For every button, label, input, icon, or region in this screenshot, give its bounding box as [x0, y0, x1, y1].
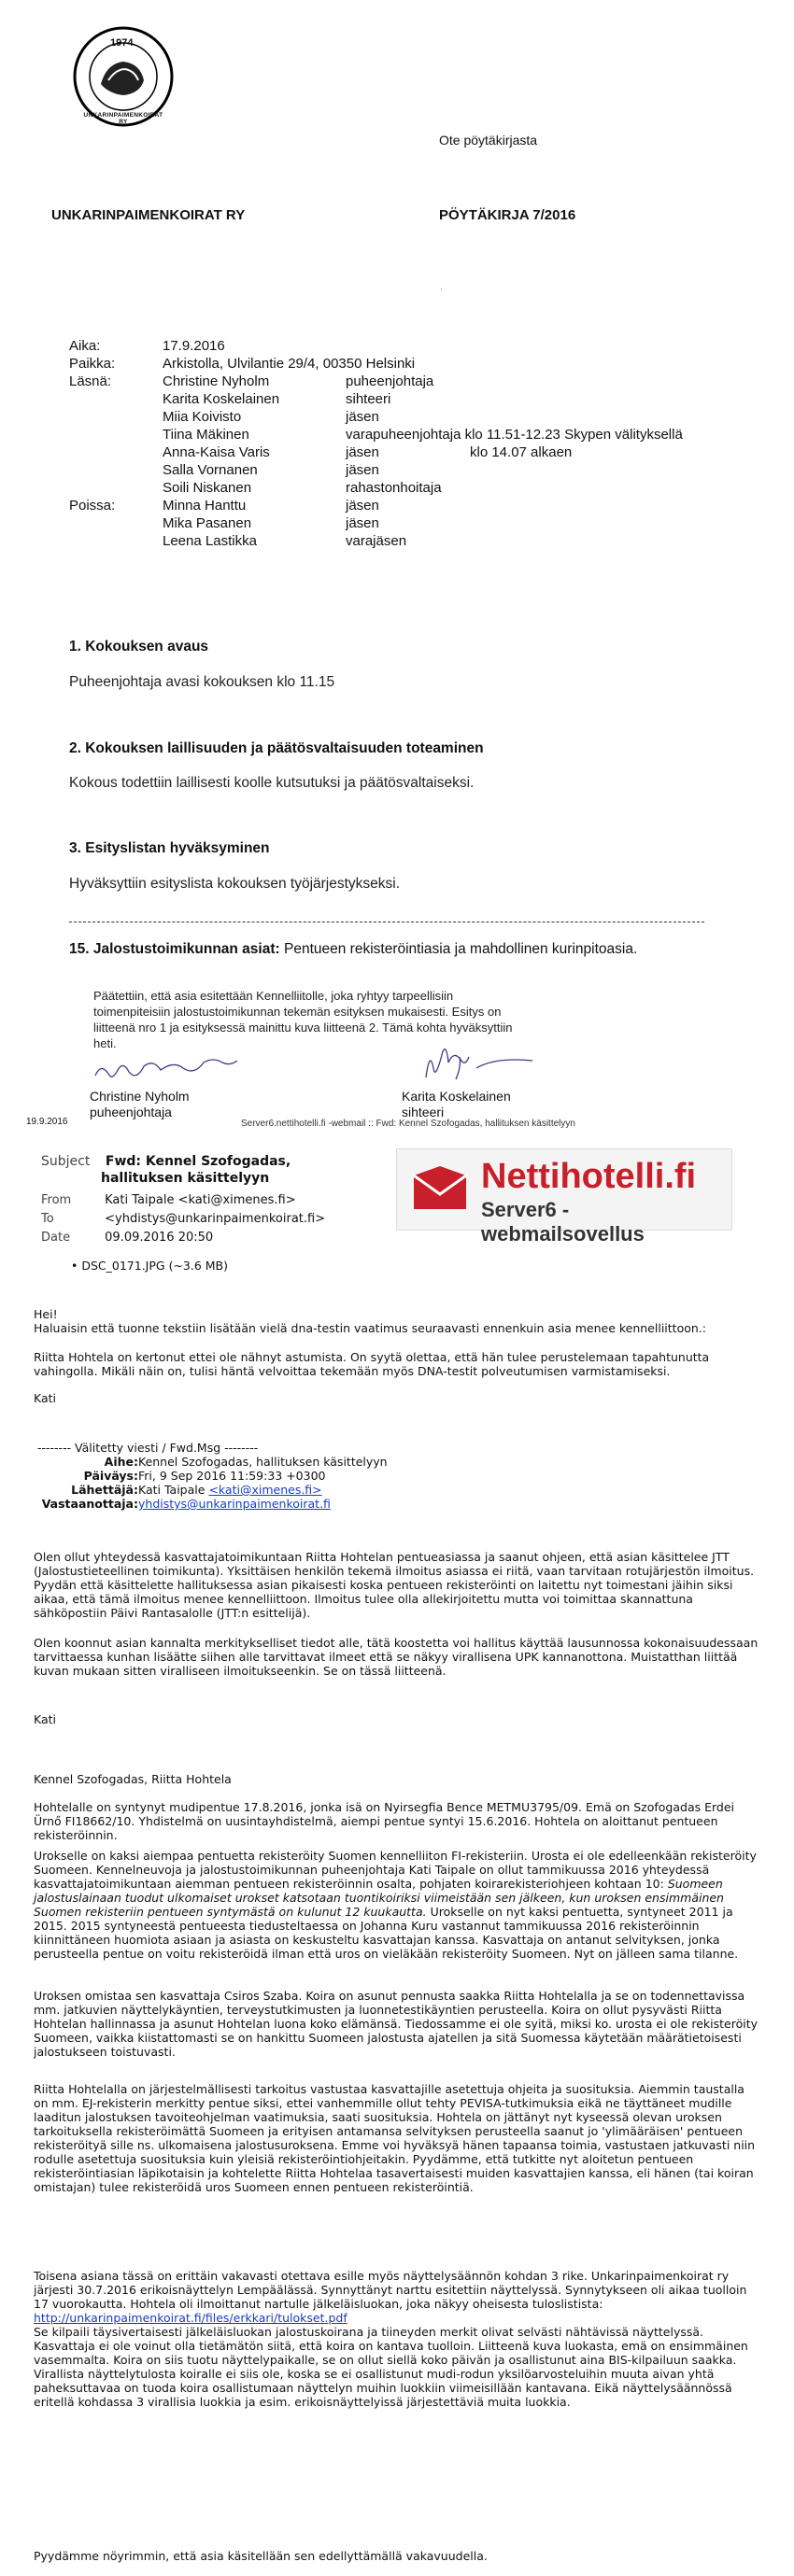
signature-secretary	[402, 1040, 542, 1120]
email-paragraph-7: Uroksen omistaa sen kasvattaja Csiros Szaba. Koira on asunut pennusta saakka Riitta Hohtelalla ja se on todennettavissa mm. jatkuvien näyttelykäyntien, terveystutkimusten ja luonnetestikäyntien perusteella. Koira on ollut pysyvästi Riitta Hohtelan hallinnassa ja asunut Hohtelan luona koko elämänsä. Tiedossamme ei ole syitä, miksi ko. urosta ei ole rekisteröity Suomeen, vaikka kiistattomasti se on hankittu Suomeen jalostusta ajatellen ja sitä Suomessa käytetään määrätietoisesti jalostukseen toistuvasti.	[34, 1989, 758, 2059]
email-paragraph-3: Olen ollut yhteydessä kasvattajatoimikuntaan Riitta Hohtelan pentueasiassa ja saanut ohjeen, että asian käsittelee JTT (Jalostustieteellinen toimikunta). Yksittäisen henkilön tekemä ilmoitus asiassa ei riitä, vaan tarvitaan rotujärjestön ilmoitus. Pyydän että käsittelette hallituksessa asian pikaisesti koska pentueen rekisteröinti on laitettu nyt toimestani jäihin siksi aikaa, että tämä ilmoitus menee kennelliittoon. Ilmoitus tulee olla allekirjoitettu mutta voi toimittaa skannattuna sähköpostiin Päivi Rantasalolle (JTT:n esittelijä).	[34, 1550, 755, 1620]
section-15-subtitle: Pentueen rekisteröintiasia ja mahdollinen kurinpitoasia.	[284, 941, 638, 957]
email-paragraph-5: Hohtelalle on syntynyt mudipentue 17.8.2016, jonka isä on Nyirsegfia Bence METMU3795/09. Emä on Szofogadas Erdei Ürnő FI18662/10. Yhdistelmä on uusintayhdistelmä, aiempi pentue syntyi 15.6.2016. Hohtela on aloittanut pentueen rekisteröinnin.	[34, 1800, 735, 1842]
fwd-from-name: Kati Taipale	[138, 1483, 206, 1497]
fwd-to-row	[0, 1497, 331, 1511]
section-2-title: 2. Kokouksen laillisuuden ja päätösvaltaisuuden toteaminen	[69, 740, 484, 756]
paragraph-6-continued: Urokselle on nyt kaksi pentuetta, syntyneet 2011 ja 2015. 2015 syntyneestä pentueesta tiedusteltaessa on Johanna Kuru vastannut tammikuussa 2016 rekisteröinnin kiinnittäneen huomiota asiaan ja asiasta on keskusteltu kasvattajan kanssa. Kasvattaja on antanut selvityksen, jonka perusteella pentue on voitu rekisteröidä ilman että uros on vieläkään rekisteröity Suomeen. Nyt on jälleen sama tilanne.	[34, 1905, 739, 1961]
fwd-date-label: Päiväys:	[83, 1469, 138, 1483]
attendee-role: sihteeri	[346, 391, 391, 407]
email-subject-line1: Fwd: Kennel Szofogadas,	[105, 1154, 291, 1169]
absentee-role: jäsen	[346, 515, 379, 531]
document-excerpt-label: Ote pöytäkirjasta	[439, 133, 538, 148]
bullet-icon: •	[71, 1259, 82, 1273]
association-logo	[73, 26, 174, 127]
email-to: <yhdistys@unkarinpaimenkoirat.fi>	[105, 1212, 326, 1226]
absentee-name: Mika Pasanen	[163, 515, 252, 531]
attachment-item[interactable]	[71, 1259, 228, 1273]
email-paragraph-9	[34, 2269, 762, 2409]
fwd-from-email-link[interactable]: <kati@ximenes.fi>	[208, 1483, 322, 1497]
signatory-name: Christine Nyholm	[90, 1089, 190, 1104]
attendee-name: Tiina Mäkinen	[163, 427, 249, 443]
email-paragraph-8: Riitta Hohtelalla on järjestelmällisesti tarkoitus vastustaa kasvattajille asetettuja ohjeita ja suosituksia. Aiemmin taustalla on mm. EJ-rekisterin merkitty pentue siksi, ettei vanhemmille ollut tehty PEVISA-tutkimuksia eikä ne täyttäneet mudille laaditun jalostuksen tavoiteohjelman vaatimuksia, saati suosituksia. Hohtela on jättänyt nyt kyseessä olevan uroksen tarkoituksella rekisteröimättä Suomeen ja erityisen antamansa selvityksen perusteella saanut jo 'ylimääräisen' pentueen rekisteröityä sille ns. ulkomaisena jalostusuroksena. Emme voi hyväksyä hänen tapaansa toimia, vastustaen jatkuvasti niin rodulle asetettuja suosituksia kuin yleisiä rekisteröintiohjeitakin. Pyydämme, että tutkitte nyt aloitetun pentueen rekisteröintiasian läpikotaisin ja kohtelette Riitta Hohtelaa tasavertaisesti muiden kasvattajien kanssa, eli hänen (tai koiran omistajan) tulee rekisteröidä uros Suomeen ennen pentueen rekisteröintiä.	[34, 2082, 756, 2194]
attendee-role: jäsen	[346, 462, 379, 478]
print-date: 19.9.2016	[26, 1117, 68, 1127]
date-label: Date	[41, 1231, 71, 1245]
attendee-role: puheenjohtaja	[346, 373, 434, 389]
email-subject-row	[41, 1154, 291, 1169]
email-date: 09.09.2016 20:50	[105, 1231, 214, 1245]
email-signature-2: Kati	[34, 1712, 57, 1726]
section-15-body: Päätettiin, että asia esitettään Kennelliitolle, joka ryhtyy tarpeellisiin toimenpiteisiin jalostustoimikunnan tekemän esityksen mukaisesti. Esitys on liitteenä nro 1 ja esityksessä mainittu kuva liitteenä 2. Tämä kohta hyväksyttiin heti.	[93, 989, 513, 1050]
absentee-role: jäsen	[346, 498, 379, 514]
attendee-role: rahastonhoitaja	[346, 480, 442, 496]
email-subject-line2: hallituksen käsittelyyn	[101, 1171, 270, 1186]
absentee-name: Minna Hanttu	[163, 498, 247, 514]
fwd-to-email-link[interactable]: yhdistys@unkarinpaimenkoirat.fi	[138, 1497, 331, 1511]
attendee-role: jäsen	[346, 409, 379, 425]
fwd-subject: Kennel Szofogadas, hallituksen käsittelyyn	[138, 1455, 388, 1469]
signatory-name: Karita Koskelainen	[402, 1089, 511, 1104]
email-paragraph-2: Riitta Hohtela on kertonut ettei ole nähnyt astumista. On syytä olettaa, että hän tulee perustelemaan tapahtunutta vahingolla. Mikäli näin on, tulisi häntä velvoittaa tekemään myös DNA-testit polveutumisen varmistamiseksi.	[34, 1350, 710, 1378]
email-date-row	[41, 1231, 213, 1245]
print-header: Server6.nettihotelli.fi -webmail :: Fwd: Kennel Szofogadas, hallituksen käsittelyyn	[241, 1119, 575, 1129]
absentee-name: Leena Lastikka	[163, 533, 257, 549]
fwd-to-label: Vastaanottaja:	[41, 1497, 138, 1511]
attendee-name: Soili Niskanen	[163, 480, 252, 496]
email-from-row	[41, 1193, 296, 1207]
paragraph-6-intro: Urokselle on kaksi aiempaa pentuetta rekisteröity Suomen kennelliiton FI-rekisteriin. Urosta ei ole edelleenkään rekisteröity Suomeen. Kennelneuvoja ja jalostustoimikunnan puheenjohtaja Kati Taipale on ollut tammikuussa 2016 yhteydessä kasvattajatoimikuntaan aiemman pentueen rekisteröinnin osalta, pohjaten koirarekisteriohjeen kohtaan 10:	[34, 1849, 757, 1891]
from-label: From	[41, 1193, 72, 1207]
meeting-place: Arkistolla, Ulvilantie 29/4, 00350 Helsinki	[163, 356, 416, 372]
section-3-title: 3. Esityslistan hyväksyminen	[69, 840, 270, 856]
stray-dot: .	[440, 282, 443, 292]
attendee-name: Miia Koivisto	[163, 409, 242, 425]
handwritten-signature-icon	[402, 1040, 542, 1089]
attendee-note: klo 14.07 alkaen	[470, 444, 573, 460]
meeting-date: 17.9.2016	[163, 338, 225, 354]
attendee-name: Anna-Kaisa Varis	[163, 444, 270, 460]
attendee-name: Karita Koskelainen	[163, 391, 280, 407]
absentee-role: varajäsen	[346, 533, 407, 549]
section-2-body: Kokous todettiin laillisesti koolle kutsutuksi ja päätösvaltaiseksi.	[69, 775, 475, 791]
organization-name: UNKARINPAIMENKOIRAT RY	[51, 207, 246, 223]
attendee-role: jäsen	[346, 444, 379, 460]
time-label: Aika:	[69, 338, 101, 354]
fwd-date: Fri, 9 Sep 2016 11:59:33 +0300	[138, 1469, 326, 1483]
signatory-role: sihteeri	[402, 1105, 445, 1119]
section-15-title: 15. Jalostustoimikunnan asiat:	[69, 941, 280, 957]
fwd-from-row	[0, 1483, 322, 1497]
email-signature: Kati	[34, 1391, 57, 1405]
email-to-row	[41, 1212, 325, 1226]
attachment-name: DSC_0171.JPG (~3.6 MB)	[81, 1259, 229, 1273]
attendee-name: Salla Vornanen	[163, 462, 258, 478]
section-1-title: 1. Kokouksen avaus	[69, 639, 209, 655]
minutes-number: PÖYTÄKIRJA 7/2016	[439, 207, 576, 223]
to-label: To	[41, 1212, 54, 1226]
paragraph-6-quote: Suomeen jalostuslainaan tuodut ulkomaiset urokset katsotaan tuontikoiriksi viimeistään sen jälkeen, kun uroksen ensimmäinen Suomen rekisteriin pentueen syntymästä on kulunut 12 kuukautta.	[34, 1877, 724, 1919]
email-from: Kati Taipale <kati@ximenes.fi>	[105, 1193, 296, 1207]
email-paragraph-4: Olen koonnut asian kannalta merkitykselliset tiedot alle, tätä koostetta voi hallitus käyttää lausunnossa kokonaisuudessaan tarvittaessa kunhan lisäätte siihen alle tarvittavat ilmeet että se näkyy virallisena UPK kannanottona. Muistatthan liittää kuvan mukaan sitten viralliseen ilmoitukseenkin. Se on tässä liitteenä.	[34, 1636, 759, 1678]
section-15-heading	[69, 941, 637, 958]
fwd-subject-row	[0, 1455, 388, 1469]
email-paragraph-1: Haluaisin että tuonne tekstiin lisätään vielä dna-testin vaatimus seuraavasti ennenkuin asia menee kennelliittoon.:	[34, 1321, 706, 1335]
fwd-subject-label: Aihe:	[104, 1455, 138, 1469]
fwd-date-row	[0, 1469, 325, 1483]
handwritten-signature-icon	[90, 1055, 258, 1089]
banner-subtitle: Server6 -webmailsovellus	[481, 1198, 645, 1246]
results-pdf-link[interactable]: http://unkarinpaimenkoirat.fi/files/erkkari/tulokset.pdf	[34, 2311, 347, 2325]
attendee-role: varapuheenjohtaja klo 11.51-12.23 Skypen välityksellä	[346, 427, 683, 443]
email-paragraph-5-title: Kennel Szofogadas, Riitta Hohtela	[34, 1772, 232, 1786]
banner-brand: Nettihotelli.fi	[481, 1157, 697, 1196]
signatory-role: puheenjohtaja	[90, 1105, 172, 1119]
email-paragraph-10: Pyydämme nöyrimmin, että asia käsitellään sen edellyttämällä vakavuudella.	[34, 2549, 488, 2563]
present-label: Läsnä:	[69, 373, 112, 389]
attendee-name: Christine Nyholm	[163, 373, 270, 389]
envelope-icon	[410, 1162, 470, 1218]
paragraph-9-intro: Toisena asiana tässä on erittäin vakavasti otettava esille myös näyttelysäännön kohdan 3 rike. Unkarinpaimenkoirat ry järjesti 30.7.2016 erikoisnäyttelyn Lempäälässä. Synnyttänyt narttu esitettiin näyttelyssä. Synnytykseen oli aikaa tuolloin 17 vuorokautta. Hohtela oli ilmoittanut nartulle jälkeläisluokan, joka näkyy oheisesta tuloslistista:	[34, 2269, 747, 2311]
section-1-body: Puheenjohtaja avasi kokouksen klo 11.15	[69, 674, 335, 690]
place-label: Paikka:	[69, 356, 116, 372]
paragraph-9-continued: Se kilpaili täysivertaisesti jälkeläisluokan jalostuskoirana ja tiineyden merkit olivat selvästi nähtävissä näyttelyssä. Kasvattaja ei ole voinut olla tietämätön siitä, että koira on kantava tuolloin. Liitteenä kuva luokasta, emä on ensimmäinen vasemmalta. Koira on siis tuotu näyttelypaikalle, se on ollut siellä koko päivän ja osallistunut aina BIS-kilpailuun saakka. Virallista näyttelytulosta koiralle ei siis ole, koska se ei osallistunut mudi-rodun yksilöarvosteluihin muuta aivan yhtä paheksuttavaa on tuoda koira osallistumaan näyttelyn muihin luokkiin viimeisillään kantavana. Eikä näyttelysäännössä eritellä kohdassa 3 virallisia luokkia ja esim. erikoisnäyttelyissä järjestettäviä muita luokkia.	[34, 2325, 748, 2409]
logo-ring-text: UNKARINPAIMENKOIRAT RY	[83, 112, 163, 125]
forward-divider: -------- Välitetty viesti / Fwd.Msg --------	[37, 1441, 259, 1455]
section-3-body: Hyväksyttiin esityslista kokouksen työjärjestykseksi.	[69, 876, 401, 892]
logo-year: 1974	[110, 37, 134, 49]
signature-chair	[90, 1055, 258, 1120]
email-greeting: Hei!	[34, 1307, 58, 1321]
fwd-from-label: Lähettäjä:	[71, 1483, 138, 1497]
subject-label: Subject	[41, 1154, 91, 1169]
absent-label: Poissa:	[69, 498, 116, 514]
webmail-banner	[396, 1148, 732, 1246]
email-paragraph-6	[34, 1849, 762, 1961]
